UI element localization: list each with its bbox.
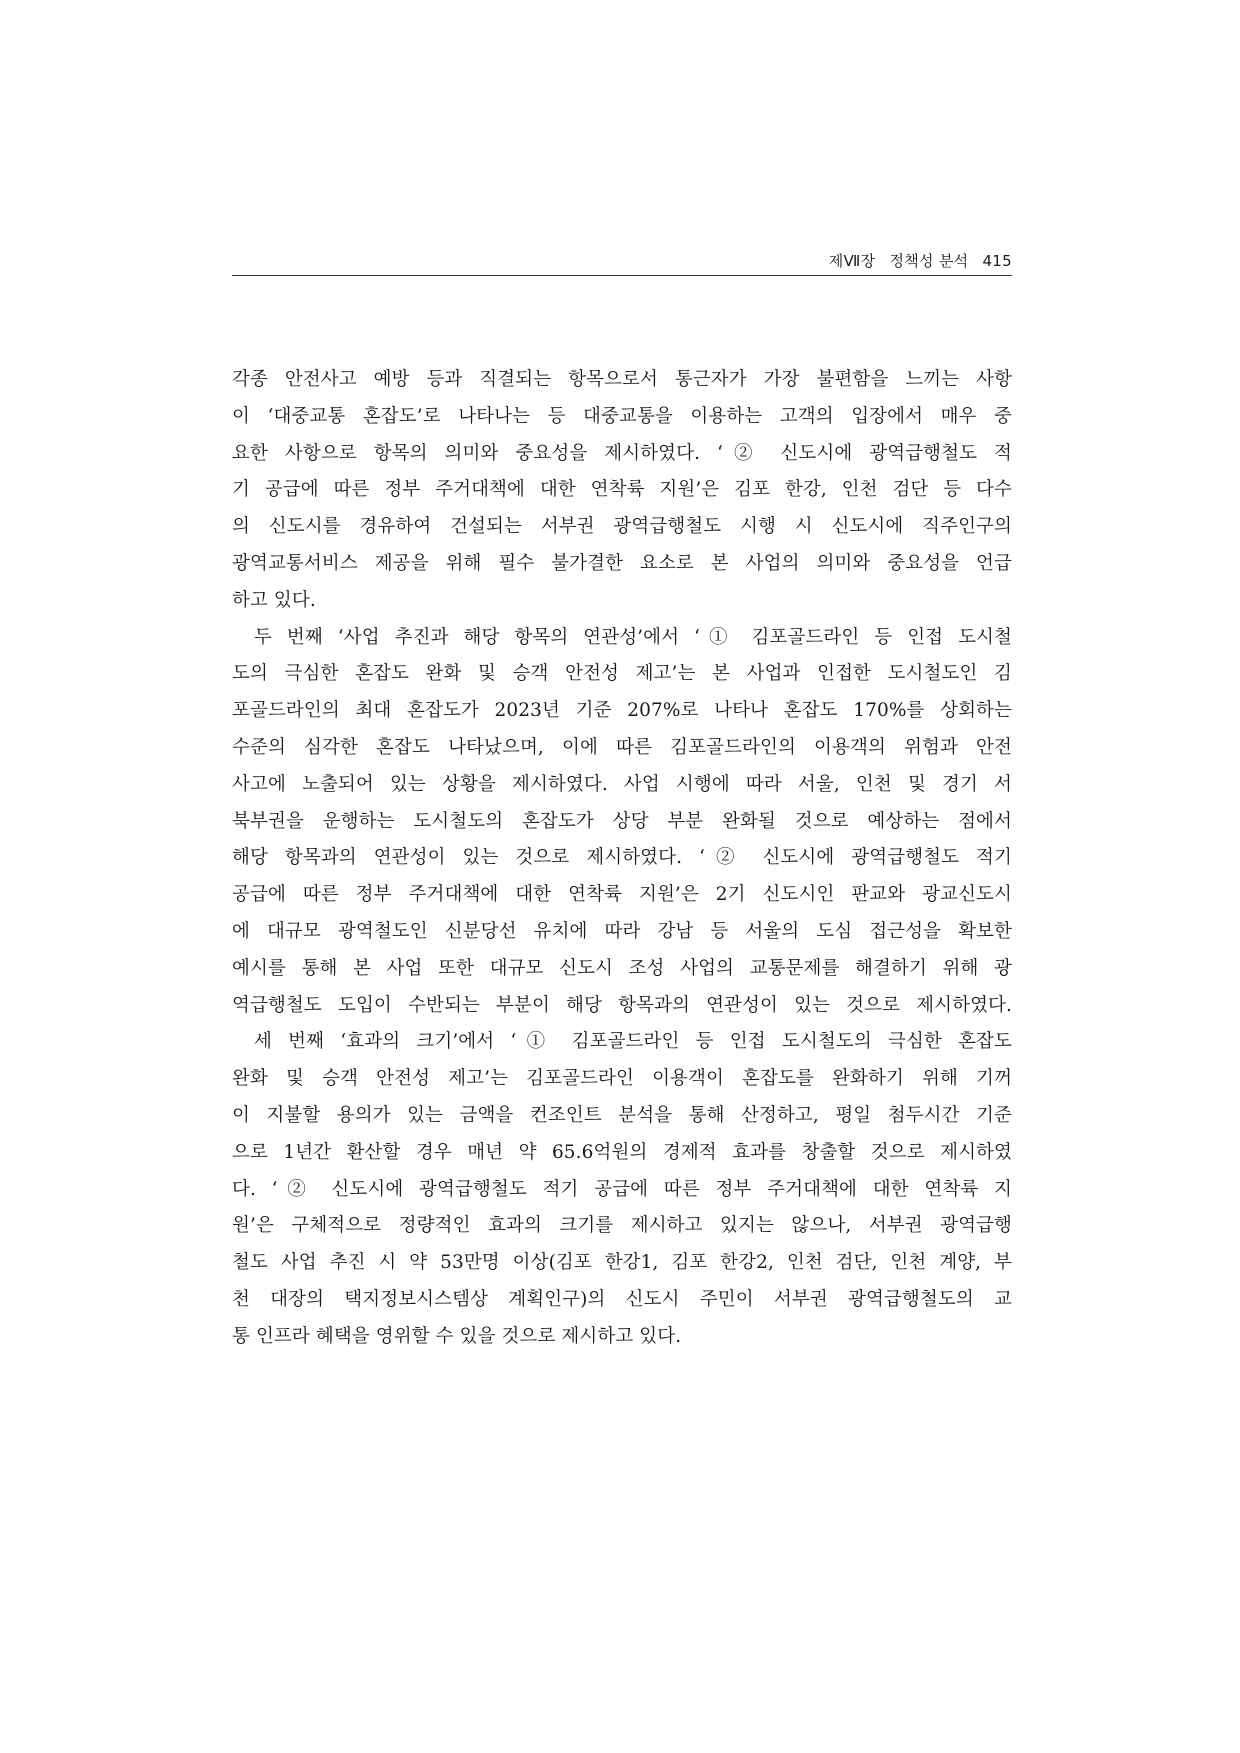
body-text — [232, 362, 1012, 1356]
text-line: 이 ‘대중교통 혼잡도’로 나타나는 등 대중교통을 이용하는 고객의 입장에서 매우 중 — [232, 405, 1012, 427]
paragraph-1 — [232, 362, 1012, 620]
text-line: 통 인프라 혜택을 영위할 수 있을 것으로 제시하고 있다. — [232, 1325, 682, 1347]
running-header — [232, 250, 1012, 276]
text-line: 의 신도시를 경유하여 건설되는 서부권 광역급행철도 시행 시 신도시에 직주인구의 — [232, 516, 1012, 538]
text-line: 각종 안전사고 예방 등과 직결되는 항목으로서 통근자가 가장 불편함을 느끼는 사항 — [232, 369, 1012, 390]
text-line: 세 번째 ‘효과의 크기’에서 ‘① 김포골드라인 등 인접 도시철도의 극심한 혼잡도 — [254, 1031, 1012, 1053]
text-line: 예시를 통해 본 사업 또한 대규모 신도시 조성 사업의 교통문제를 해결하기 위해 광 — [232, 957, 1012, 979]
text-line: 철도 사업 추진 시 약 53만명 이상(김포 한강1, 김포 한강2, 인천 검단, 인천 계양, 부 — [232, 1252, 1012, 1274]
text-line: 해당 항목과의 연관성이 있는 것으로 제시하였다. ‘② 신도시에 광역급행철도 적기 — [232, 847, 1012, 869]
text-line: 완화 및 승객 안전성 제고’는 김포골드라인 이용객이 혼잡도를 완화하기 위해 기꺼 — [232, 1068, 1012, 1090]
text-line: 에 대규모 광역철도인 신분당선 유치에 따라 강남 등 서울의 도심 접근성을 확보한 — [232, 920, 1012, 942]
text-line: 두 번째 ‘사업 추진과 해당 항목의 연관성’에서 ‘① 김포골드라인 등 인접 도시철 — [254, 626, 1012, 648]
text-line: 하고 있다. — [232, 589, 316, 611]
text-line: 도의 극심한 혼잡도 완화 및 승객 안전성 제고’는 본 사업과 인접한 도시철도인 김 — [232, 663, 1012, 685]
text-line: 다. ‘② 신도시에 광역급행철도 적기 공급에 따른 정부 주거대책에 대한 연착륙 지 — [232, 1178, 1012, 1200]
page-number: 415 — [982, 252, 1012, 270]
text-line: 공급에 따른 정부 주거대책에 대한 연착륙 지원’은 2기 신도시인 판교와 광교신도시 — [232, 884, 1012, 906]
text-line: 포골드라인의 최대 혼잡도가 2023년 기준 207%로 나타나 혼잡도 170%를 상회하는 — [232, 700, 1012, 722]
text-line: 사고에 노출되어 있는 상황을 제시하였다. 사업 시행에 따라 서울, 인천 및 경기 서 — [232, 773, 1012, 795]
section-title: 정책성 분석 — [889, 252, 969, 270]
text-line: 광역교통서비스 제공을 위해 필수 불가결한 요소로 본 사업의 의미와 중요성을 언급 — [232, 552, 1012, 574]
chapter-label: 제Ⅶ장 — [828, 252, 876, 270]
text-line: 기 공급에 따른 정부 주거대책에 대한 연착륙 지원’은 김포 한강, 인천 검단 등 다수 — [232, 479, 1012, 501]
paragraph-2 — [232, 620, 1012, 1025]
text-line: 북부권을 운행하는 도시철도의 혼잡도가 상당 부분 완화될 것으로 예상하는 점에서 — [232, 810, 1012, 832]
text-line: 수준의 심각한 혼잡도 나타났으며, 이에 따른 김포골드라인의 이용객의 위험과 안전 — [232, 736, 1012, 758]
text-line: 역급행철도 도입이 수반되는 부분이 해당 항목과의 연관성이 있는 것으로 제시하였다. — [232, 994, 1012, 1016]
text-line: 원’은 구체적으로 정량적인 효과의 크기를 제시하고 있지는 않으나, 서부권 광역급행 — [232, 1215, 1012, 1237]
text-line: 으로 1년간 환산할 경우 매년 약 65.6억원의 경제적 효과를 창출할 것으로 제시하였 — [232, 1141, 1012, 1163]
text-line: 이 지불할 용의가 있는 금액을 컨조인트 분석을 통해 산정하고, 평일 첨두시간 기준 — [232, 1104, 1012, 1126]
text-line: 천 대장의 택지정보시스템상 계획인구)의 신도시 주민이 서부권 광역급행철도의 교 — [232, 1288, 1012, 1310]
paragraph-3 — [232, 1024, 1012, 1355]
text-line: 요한 사항으로 항목의 의미와 중요성을 제시하였다. ‘② 신도시에 광역급행철도 적 — [232, 442, 1012, 464]
